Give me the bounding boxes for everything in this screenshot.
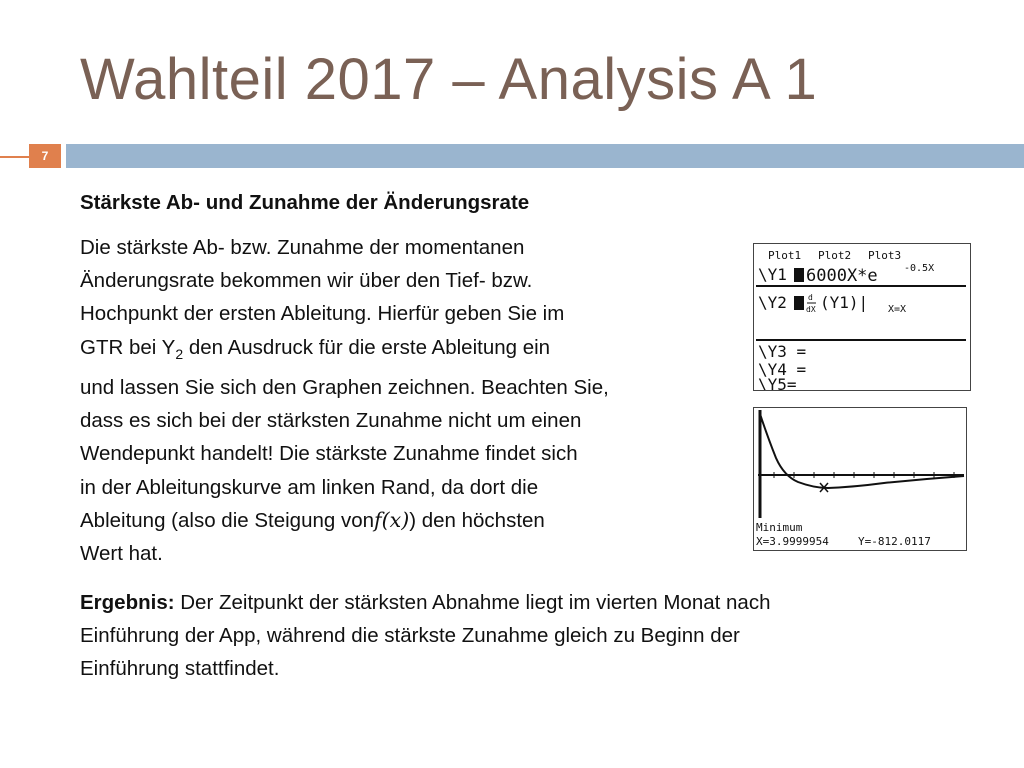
y2-prefix: \Y2	[758, 293, 787, 312]
body-line: Hochpunkt der ersten Ableitung. Hierfür geben Sie im	[80, 302, 565, 326]
text-fragment: Der Zeitpunkt der stärksten Abnahme liegt im vierten Monat nach	[174, 591, 771, 614]
y1-exponent: -0.5X	[904, 263, 935, 274]
body-line: in der Ableitungskurve am linken Rand, da dort die	[80, 475, 539, 499]
result-label: Ergebnis:	[80, 591, 175, 614]
text-fragment: GTR bei Y	[80, 335, 176, 359]
equals-selected	[794, 268, 804, 282]
equals-selected	[794, 296, 804, 310]
y2-expression: (Y1)|	[820, 293, 869, 312]
derivative-dx: dX	[806, 305, 816, 314]
slide-title: Wahlteil 2017 – Analysis A 1	[80, 47, 818, 112]
result-line: Einführung stattfindet.	[80, 657, 280, 681]
y2-eval: X=X	[888, 304, 907, 315]
y4-row: \Y4 =	[758, 360, 807, 379]
body-line: Änderungsrate bekommen wir über den Tief- bzw.	[80, 269, 533, 293]
plot1-label: Plot1	[768, 249, 802, 262]
plot2-label: Plot2	[818, 249, 852, 262]
body-line-math	[80, 504, 740, 537]
slide-number: 7	[29, 144, 61, 168]
text-fragment: den Ausdruck für die erste Ableitung ein	[183, 335, 551, 359]
result-line: Einführung der App, während die stärkste Zunahme gleich zu Beginn der	[80, 624, 740, 648]
plot3-label: Plot3	[868, 249, 902, 262]
result-text	[80, 586, 980, 686]
y-value: Y=-812.0117	[858, 535, 931, 548]
result-line	[80, 586, 980, 619]
y1-prefix: \Y1	[758, 265, 787, 284]
derivative-d: d	[808, 293, 813, 302]
body-line: Wendepunkt handelt! Die stärkste Zunahme findet sich	[80, 442, 578, 466]
subscript: 2	[175, 345, 184, 362]
math-expression: f(x)	[374, 507, 410, 532]
minimum-label: Minimum	[756, 521, 803, 534]
derivative-curve	[760, 414, 964, 488]
calculator-graph-svg	[754, 408, 966, 550]
calculator-editor-screenshot	[753, 243, 971, 391]
header-bar	[66, 144, 1024, 168]
body-line: und lassen Sie sich den Graphen zeichnen. Beachten Sie,	[80, 375, 609, 399]
body-text	[80, 231, 740, 570]
body-line-gtr	[80, 331, 740, 371]
accent-line	[0, 156, 29, 158]
body-line: Wert hat.	[80, 541, 163, 565]
body-line: dass es sich bei der stärksten Zunahme nicht um einen	[80, 409, 582, 433]
y5-row: \Y5=	[758, 375, 797, 390]
y1-expression: 6000X*e	[806, 266, 878, 286]
body-line: Die stärkste Ab- bzw. Zunahme der momentanen	[80, 236, 525, 259]
text-fragment: Ableitung (also die Steigung von	[80, 508, 375, 532]
calculator-graph-screenshot	[753, 407, 967, 551]
text-fragment: ) den höchsten	[409, 508, 545, 532]
y3-row: \Y3 =	[758, 342, 807, 361]
x-value: X=3.9999954	[756, 535, 829, 548]
calculator-editor-svg	[754, 244, 970, 390]
section-heading: Stärkste Ab- und Zunahme der Änderungsrate	[80, 191, 530, 214]
